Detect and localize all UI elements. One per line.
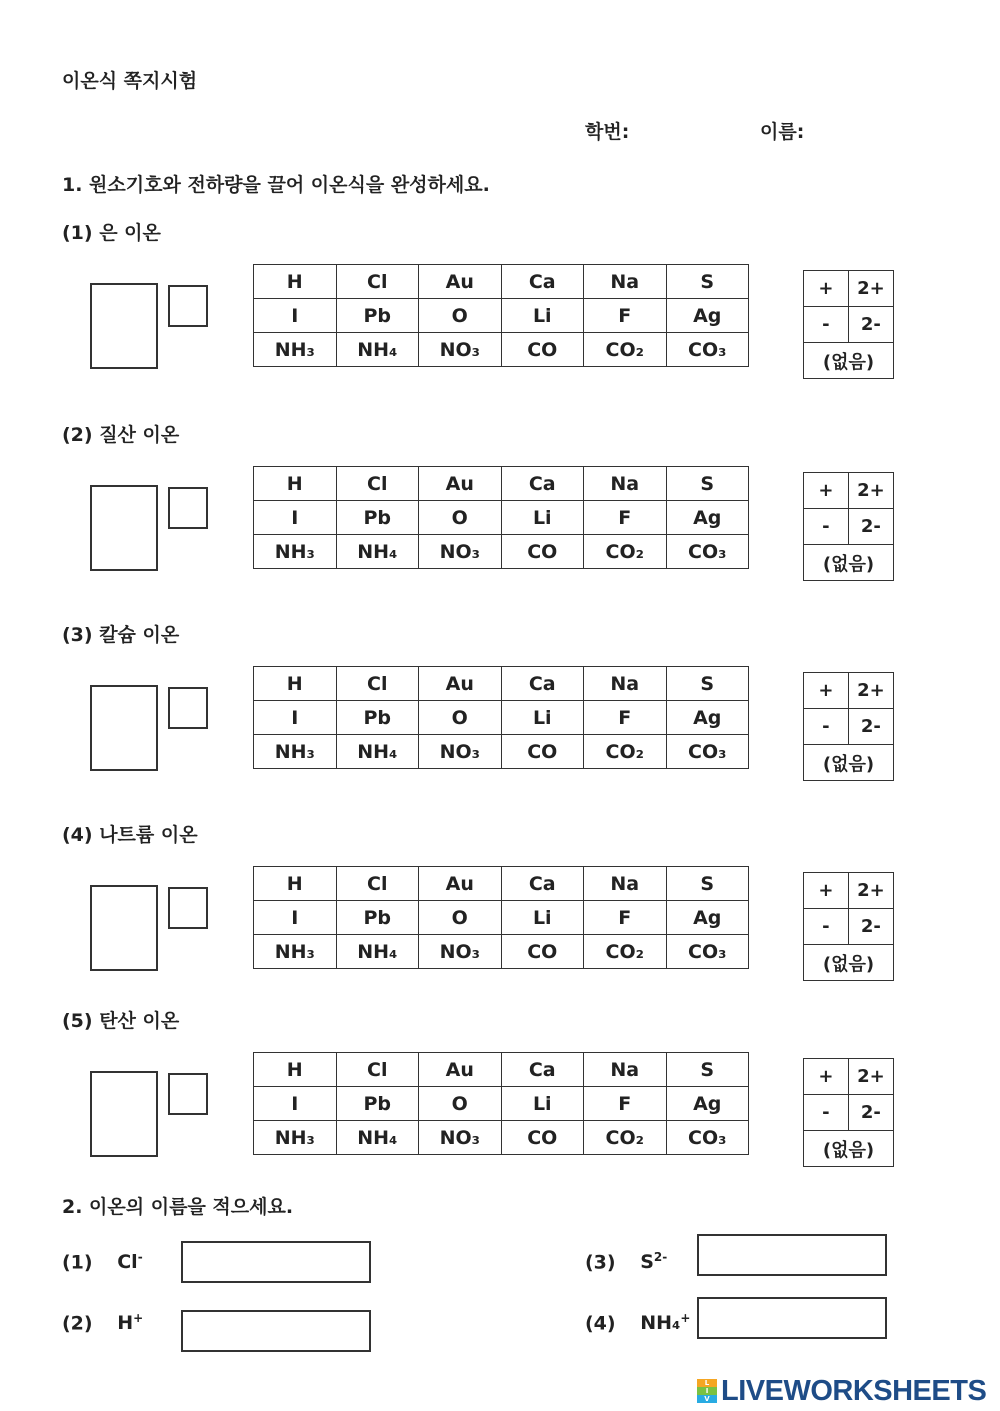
element-tile[interactable]: CO	[501, 333, 584, 367]
element-tile[interactable]: H	[254, 667, 337, 701]
question-label: (5) 탄산 이온	[62, 1010, 180, 1032]
element-tile[interactable]: NH₄	[336, 333, 419, 367]
ion-name-input-1[interactable]	[181, 1241, 371, 1283]
charge-table	[803, 1058, 894, 1167]
ion-charge: +	[680, 1311, 691, 1325]
ion-name-input-4[interactable]	[697, 1297, 887, 1339]
ion-charge: +	[133, 1311, 144, 1325]
element-tile[interactable]: NO₃	[419, 333, 502, 367]
element-tile[interactable]: NH₄	[336, 735, 419, 769]
charge-two-plus-tile[interactable]: 2+	[848, 1059, 893, 1095]
element-tile[interactable]: NH₃	[254, 535, 337, 569]
question-label: (4) 나트륨 이온	[62, 824, 198, 846]
element-table	[253, 666, 749, 769]
charge-two-minus-tile[interactable]: 2-	[848, 509, 893, 545]
element-tile[interactable]: Na	[584, 1053, 667, 1087]
element-tile[interactable]: I	[254, 701, 337, 735]
element-tile[interactable]: Ag	[666, 901, 749, 935]
element-tile[interactable]: NO₃	[419, 1121, 502, 1155]
element-tile[interactable]: Ca	[501, 667, 584, 701]
charge-table	[803, 270, 894, 379]
element-tile[interactable]: Li	[501, 701, 584, 735]
element-tile[interactable]: Au	[419, 667, 502, 701]
element-tile[interactable]: O	[419, 701, 502, 735]
element-tile[interactable]: NH₄	[336, 1121, 419, 1155]
ion-symbol: H	[117, 1312, 134, 1335]
element-tile[interactable]: Cl	[336, 1053, 419, 1087]
charge-plus-tile[interactable]: +	[804, 473, 849, 509]
element-tile[interactable]: Ag	[666, 299, 749, 333]
ion-symbol: Cl	[117, 1251, 138, 1274]
element-tile[interactable]: Au	[419, 265, 502, 299]
student-id-label: 학번:	[585, 121, 630, 143]
element-tile[interactable]: CO	[501, 1121, 584, 1155]
element-table	[253, 866, 749, 969]
element-tile[interactable]: O	[419, 299, 502, 333]
ion-charge: 2-	[653, 1250, 668, 1264]
element-tile[interactable]: F	[584, 501, 667, 535]
element-tile[interactable]: Ca	[501, 467, 584, 501]
element-tile[interactable]: NO₃	[419, 735, 502, 769]
charge-none-tile[interactable]: (없음)	[804, 945, 894, 981]
ion-name-item-2	[62, 1311, 143, 1334]
element-tile[interactable]: Pb	[336, 1087, 419, 1121]
charge-two-plus-tile[interactable]: 2+	[848, 873, 893, 909]
charge-drop-zone[interactable]	[168, 487, 208, 529]
ion-symbol: NH₄	[640, 1312, 681, 1335]
symbol-drop-zone[interactable]	[90, 1071, 158, 1157]
charge-two-minus-tile[interactable]: 2-	[848, 709, 893, 745]
element-tile[interactable]: Pb	[336, 701, 419, 735]
charge-two-plus-tile[interactable]: 2+	[848, 271, 893, 307]
element-tile[interactable]: CO₂	[584, 535, 667, 569]
element-tile[interactable]: Ca	[501, 1053, 584, 1087]
charge-two-minus-tile[interactable]: 2-	[848, 307, 893, 343]
element-table	[253, 466, 749, 569]
charge-none-tile[interactable]: (없음)	[804, 343, 894, 379]
element-tile[interactable]: F	[584, 299, 667, 333]
element-tile[interactable]: Li	[501, 1087, 584, 1121]
charge-drop-zone[interactable]	[168, 887, 208, 929]
charge-table	[803, 472, 894, 581]
charge-table	[803, 672, 894, 781]
element-tile[interactable]: CO₂	[584, 735, 667, 769]
element-tile[interactable]: Li	[501, 901, 584, 935]
logo-mark-icon: L I V	[697, 1379, 717, 1403]
item-number: (4)	[585, 1312, 616, 1335]
element-tile[interactable]: Na	[584, 265, 667, 299]
ion-name-item-3	[585, 1250, 667, 1273]
element-tile[interactable]: S	[666, 667, 749, 701]
charge-plus-tile[interactable]: +	[804, 271, 849, 307]
charge-minus-tile[interactable]: -	[804, 1095, 849, 1131]
element-tile[interactable]: Cl	[336, 867, 419, 901]
question-label: (2) 질산 이온	[62, 424, 180, 446]
element-tile[interactable]: CO	[501, 735, 584, 769]
item-number: (2)	[62, 1312, 93, 1335]
charge-none-tile[interactable]: (없음)	[804, 545, 894, 581]
element-tile[interactable]: Pb	[336, 901, 419, 935]
element-tile[interactable]: I	[254, 901, 337, 935]
element-tile[interactable]: NO₃	[419, 935, 502, 969]
element-tile[interactable]: S	[666, 467, 749, 501]
charge-none-tile[interactable]: (없음)	[804, 1131, 894, 1167]
element-tile[interactable]: CO₂	[584, 1121, 667, 1155]
item-number: (3)	[585, 1251, 616, 1274]
charge-two-minus-tile[interactable]: 2-	[848, 909, 893, 945]
element-tile[interactable]: Na	[584, 667, 667, 701]
question-label: (3) 칼슘 이온	[62, 624, 180, 646]
element-tile[interactable]: Au	[419, 467, 502, 501]
charge-two-plus-tile[interactable]: 2+	[848, 473, 893, 509]
element-tile[interactable]: S	[666, 265, 749, 299]
symbol-drop-zone[interactable]	[90, 485, 158, 571]
charge-minus-tile[interactable]: -	[804, 709, 849, 745]
element-tile[interactable]: CO₃	[666, 1121, 749, 1155]
element-tile[interactable]: Cl	[336, 467, 419, 501]
section2-instruction: 2. 이온의 이름을 적으세요.	[62, 1196, 294, 1218]
element-tile[interactable]: Li	[501, 501, 584, 535]
element-tile[interactable]: CO₃	[666, 333, 749, 367]
element-tile[interactable]: Cl	[336, 265, 419, 299]
element-tile[interactable]: Ca	[501, 867, 584, 901]
element-tile[interactable]: Cl	[336, 667, 419, 701]
symbol-drop-zone[interactable]	[90, 685, 158, 771]
element-tile[interactable]: S	[666, 1053, 749, 1087]
item-number: (1)	[62, 1251, 93, 1274]
charge-minus-tile[interactable]: -	[804, 509, 849, 545]
element-tile[interactable]: Na	[584, 867, 667, 901]
element-tile[interactable]: CO	[501, 535, 584, 569]
element-table	[253, 264, 749, 367]
element-tile[interactable]: I	[254, 299, 337, 333]
element-tile[interactable]: CO	[501, 935, 584, 969]
charge-two-plus-tile[interactable]: 2+	[848, 673, 893, 709]
charge-table	[803, 872, 894, 981]
element-tile[interactable]: CO₃	[666, 735, 749, 769]
element-tile[interactable]: H	[254, 1053, 337, 1087]
ion-name-item-1	[62, 1250, 143, 1273]
element-tile[interactable]: F	[584, 701, 667, 735]
ion-name-item-4	[585, 1311, 690, 1334]
element-tile[interactable]: Ag	[666, 1087, 749, 1121]
ion-charge: -	[137, 1250, 143, 1264]
element-tile[interactable]: I	[254, 501, 337, 535]
element-tile[interactable]: CO₂	[584, 935, 667, 969]
name-label: 이름:	[760, 121, 805, 143]
charge-minus-tile[interactable]: -	[804, 909, 849, 945]
element-tile[interactable]: F	[584, 901, 667, 935]
ion-name-input-3[interactable]	[697, 1234, 887, 1276]
section1-instruction: 1. 원소기호와 전하량을 끌어 이온식을 완성하세요.	[62, 174, 490, 196]
element-tile[interactable]: H	[254, 467, 337, 501]
element-tile[interactable]: CO₃	[666, 935, 749, 969]
element-tile[interactable]: NH₄	[336, 535, 419, 569]
charge-minus-tile[interactable]: -	[804, 307, 849, 343]
page-title: 이온식 쪽지시험	[62, 70, 198, 92]
ion-symbol: S	[640, 1251, 654, 1274]
charge-drop-zone[interactable]	[168, 1073, 208, 1115]
element-tile[interactable]: NH₃	[254, 1121, 337, 1155]
ion-name-input-2[interactable]	[181, 1310, 371, 1352]
element-tile[interactable]: CO₂	[584, 333, 667, 367]
element-tile[interactable]: O	[419, 901, 502, 935]
charge-plus-tile[interactable]: +	[804, 673, 849, 709]
element-tile[interactable]: Na	[584, 467, 667, 501]
charge-plus-tile[interactable]: +	[804, 1059, 849, 1095]
element-tile[interactable]: O	[419, 501, 502, 535]
charge-none-tile[interactable]: (없음)	[804, 745, 894, 781]
element-tile[interactable]: CO₃	[666, 535, 749, 569]
element-tile[interactable]: Ag	[666, 701, 749, 735]
charge-drop-zone[interactable]	[168, 687, 208, 729]
element-tile[interactable]: H	[254, 867, 337, 901]
element-tile[interactable]: Li	[501, 299, 584, 333]
element-tile[interactable]: Ag	[666, 501, 749, 535]
element-tile[interactable]: NH₃	[254, 935, 337, 969]
charge-drop-zone[interactable]	[168, 285, 208, 327]
element-tile[interactable]: Pb	[336, 501, 419, 535]
symbol-drop-zone[interactable]	[90, 885, 158, 971]
element-tile[interactable]: H	[254, 265, 337, 299]
element-tile[interactable]: Ca	[501, 265, 584, 299]
charge-plus-tile[interactable]: +	[804, 873, 849, 909]
element-tile[interactable]: Au	[419, 867, 502, 901]
element-tile[interactable]: NH₄	[336, 935, 419, 969]
element-tile[interactable]: F	[584, 1087, 667, 1121]
element-table	[253, 1052, 749, 1155]
charge-two-minus-tile[interactable]: 2-	[848, 1095, 893, 1131]
element-tile[interactable]: NH₃	[254, 333, 337, 367]
element-tile[interactable]: I	[254, 1087, 337, 1121]
brand-name: LIVEWORKSHEETS	[721, 1374, 987, 1407]
question-label: (1) 은 이온	[62, 222, 161, 244]
liveworksheets-logo	[697, 1374, 986, 1408]
element-tile[interactable]: S	[666, 867, 749, 901]
element-tile[interactable]: O	[419, 1087, 502, 1121]
element-tile[interactable]: Au	[419, 1053, 502, 1087]
symbol-drop-zone[interactable]	[90, 283, 158, 369]
element-tile[interactable]: NO₃	[419, 535, 502, 569]
element-tile[interactable]: NH₃	[254, 735, 337, 769]
element-tile[interactable]: Pb	[336, 299, 419, 333]
